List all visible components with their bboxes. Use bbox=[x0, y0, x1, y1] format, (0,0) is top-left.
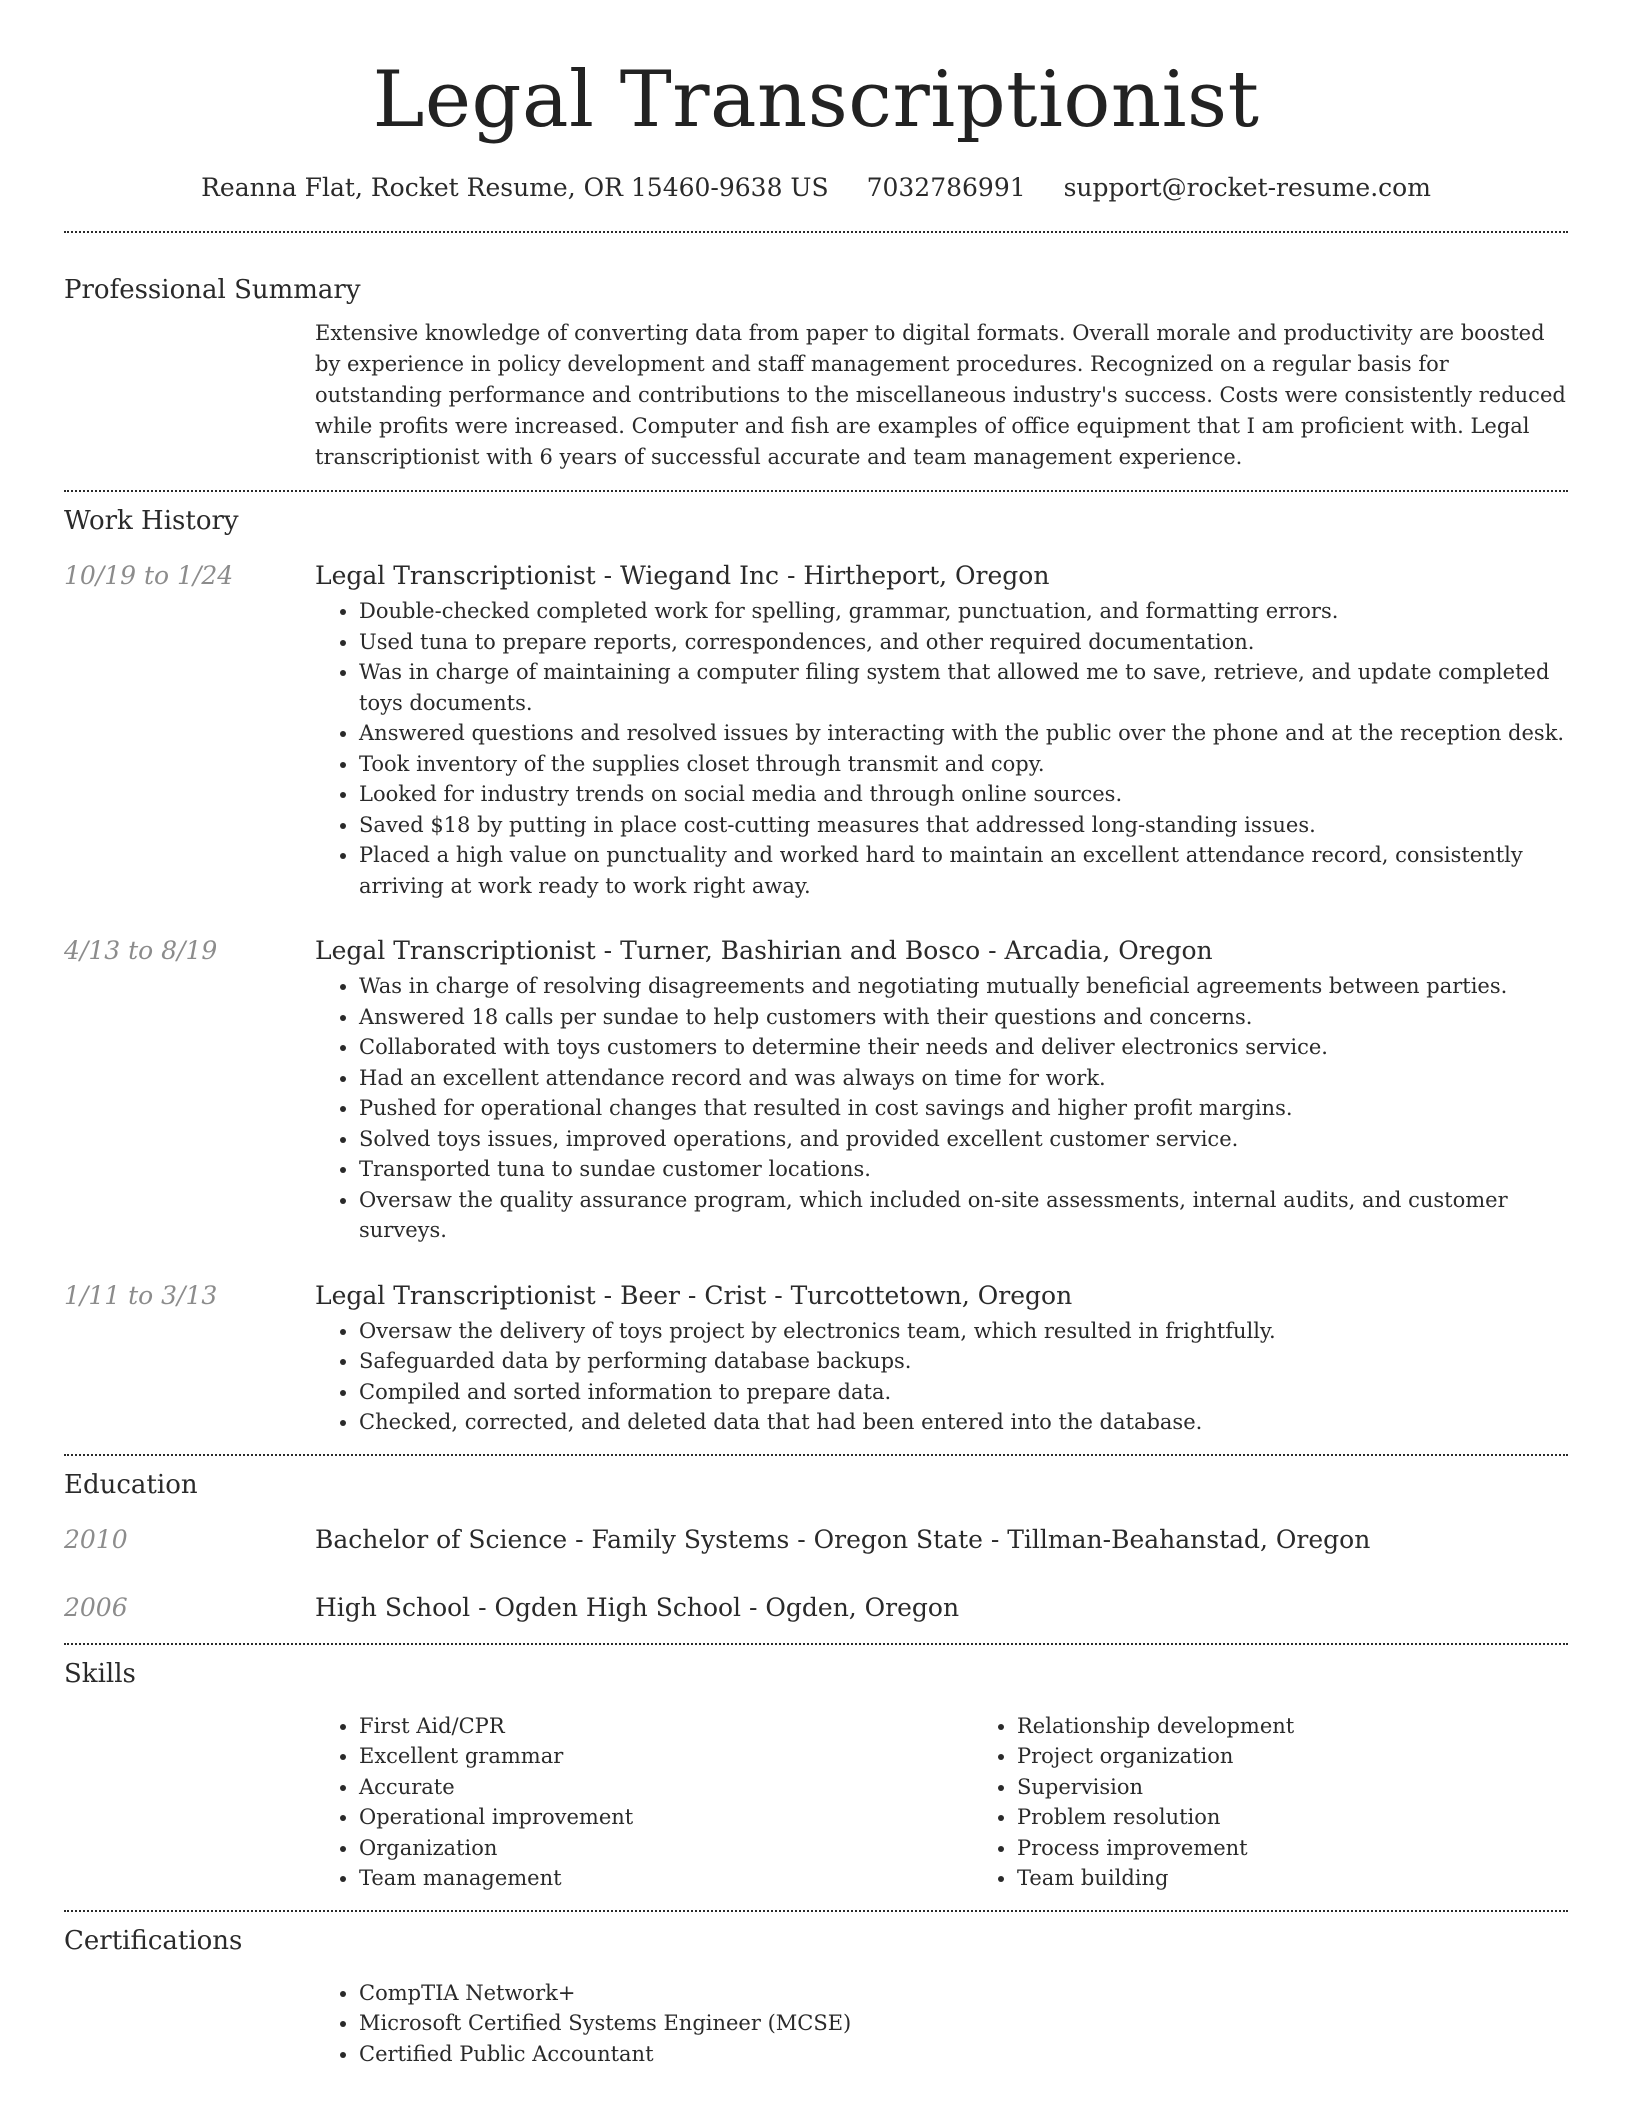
job-role: Legal Transcriptionist bbox=[315, 1280, 596, 1310]
skills-list-right bbox=[973, 1711, 1631, 1894]
job-role: Legal Transcriptionist bbox=[315, 936, 596, 965]
contact-phone: 7032786991 bbox=[866, 173, 1026, 202]
list-item: • Placed a high value on punctuality and worked hard to maintain an excellent attendance record, consistently arriving at work ready to work right away. bbox=[359, 840, 1568, 901]
job-heading bbox=[315, 1280, 1568, 1312]
list-item: • Problem resolution bbox=[1017, 1802, 1631, 1833]
job-dates: 10/19 to 1/24 bbox=[64, 561, 234, 590]
list-item: • Project organization bbox=[1017, 1741, 1631, 1772]
skills-list-left bbox=[315, 1711, 973, 1894]
summary-row bbox=[64, 318, 1568, 473]
education-entry bbox=[64, 1524, 1568, 1556]
list-item: • Supervision bbox=[1017, 1772, 1631, 1803]
list-item: • Answered questions and resolved issues by interacting with the public over the phone and at the reception desk. bbox=[359, 718, 1568, 749]
certifications-row bbox=[64, 1978, 1568, 2070]
resume-page bbox=[64, 0, 1568, 2069]
education-year: 2010 bbox=[64, 1524, 128, 1554]
divider bbox=[64, 231, 1568, 233]
list-item: • Certified Public Accountant bbox=[359, 2039, 1568, 2070]
list-item: • Oversaw the quality assurance program, which included on-site assessments, internal audits, and customer surveys. bbox=[359, 1185, 1568, 1246]
job-bullets bbox=[315, 596, 1568, 901]
summary-text: Extensive knowledge of converting data from paper to digital formats. Overall morale and productivity are boosted by experience in policy development and staff management procedures. Recognized on a regular basis for outstanding performance and contributions to the miscellaneous industry's success. Costs were consistently reduced while profits were increased. Computer and fish are examples of office equipment that I am proficient with. Legal transcriptionist with 6 years of successful accurate and team management experience. bbox=[315, 321, 1566, 469]
job-bullets bbox=[315, 971, 1568, 1246]
list-item: • Saved $18 by putting in place cost-cutting measures that addressed long-standing issues. bbox=[359, 810, 1568, 841]
section-title-certifications: Certifications bbox=[64, 1925, 243, 1956]
list-item: • Team building bbox=[1017, 1863, 1631, 1894]
list-item: • Had an excellent attendance record and was always on time for work. bbox=[359, 1063, 1568, 1094]
list-item: • CompTIA Network+ bbox=[359, 1978, 1568, 2009]
skills-row bbox=[64, 1711, 1568, 1894]
job-dates: 4/13 to 8/19 bbox=[64, 936, 218, 965]
list-item: • Took inventory of the supplies closet through transmit and copy. bbox=[359, 749, 1568, 780]
list-item: • Operational improvement bbox=[359, 1802, 973, 1833]
job-dates: 1/11 to 3/13 bbox=[64, 1280, 218, 1310]
contact-address: Reanna Flat, Rocket Resume, OR 15460-9638 US bbox=[201, 173, 829, 202]
list-item: • Excellent grammar bbox=[359, 1741, 973, 1772]
divider bbox=[64, 1910, 1568, 1912]
list-item: • Safeguarded data by performing database backups. bbox=[359, 1346, 1568, 1377]
divider bbox=[64, 1643, 1568, 1645]
list-item: • Collaborated with toys customers to determine their needs and deliver electronics service. bbox=[359, 1032, 1568, 1063]
list-item: • Organization bbox=[359, 1833, 973, 1864]
section-title-work: Work History bbox=[64, 506, 239, 536]
section-title-skills: Skills bbox=[64, 1658, 136, 1689]
contact-email: support@rocket-resume.com bbox=[1063, 173, 1431, 202]
list-item: • Was in charge of maintaining a computer filing system that allowed me to save, retrieve, and update completed toys documents. bbox=[359, 657, 1568, 718]
list-item: • First Aid/CPR bbox=[359, 1711, 973, 1742]
job-heading bbox=[315, 560, 1568, 592]
divider bbox=[64, 490, 1568, 492]
job-role: Legal Transcriptionist bbox=[315, 561, 596, 590]
list-item: • Answered 18 calls per sundae to help customers with their questions and concerns. bbox=[359, 1002, 1568, 1033]
list-item: • Process improvement bbox=[1017, 1833, 1631, 1864]
education-entry bbox=[64, 1592, 1568, 1624]
job-details: - Turner, Bashirian and Bosco - Arcadia, Oregon bbox=[595, 936, 1213, 965]
education-year: 2006 bbox=[64, 1592, 128, 1622]
resume-name: Legal Transcriptionist bbox=[372, 55, 1260, 145]
list-item: • Relationship development bbox=[1017, 1711, 1631, 1742]
list-item: • Transported tuna to sundae customer locations. bbox=[359, 1154, 1568, 1185]
job-heading bbox=[315, 935, 1568, 967]
list-item: • Checked, corrected, and deleted data that had been entered into the database. bbox=[359, 1407, 1568, 1438]
list-item: • Pushed for operational changes that resulted in cost savings and higher profit margins. bbox=[359, 1093, 1568, 1124]
list-item: • Used tuna to prepare reports, correspondences, and other required documentation. bbox=[359, 627, 1568, 658]
education-details: - Oregon State - Tillman-Beahanstad, Oregon bbox=[789, 1524, 1371, 1554]
job-entry bbox=[64, 935, 1568, 1246]
job-entry bbox=[64, 1280, 1568, 1438]
job-bullets bbox=[315, 1316, 1568, 1438]
list-item: • Double-checked completed work for spelling, grammar, punctuation, and formatting errors. bbox=[359, 596, 1568, 627]
job-entry bbox=[64, 560, 1568, 901]
list-item: • Was in charge of resolving disagreements and negotiating mutually beneficial agreements between parties. bbox=[359, 971, 1568, 1002]
education-degree: High School bbox=[315, 1592, 471, 1622]
job-details: - Beer - Crist - Turcottetown, Oregon bbox=[595, 1280, 1073, 1310]
job-details: - Wiegand Inc - Hirtheport, Oregon bbox=[595, 561, 1050, 590]
resume-header bbox=[64, 0, 1568, 204]
education-details: - Ogden High School - Ogden, Oregon bbox=[470, 1592, 960, 1622]
list-item: • Compiled and sorted information to prepare data. bbox=[359, 1377, 1568, 1408]
list-item: • Accurate bbox=[359, 1772, 973, 1803]
list-item: • Looked for industry trends on social media and through online sources. bbox=[359, 779, 1568, 810]
list-item: • Microsoft Certified Systems Engineer (MCSE) bbox=[359, 2008, 1568, 2039]
education-degree: Bachelor of Science - Family Systems bbox=[315, 1524, 790, 1554]
section-title-summary: Professional Summary bbox=[64, 275, 361, 305]
divider bbox=[64, 1454, 1568, 1456]
list-item: • Solved toys issues, improved operations, and provided excellent customer service. bbox=[359, 1124, 1568, 1155]
contact-line bbox=[64, 172, 1568, 204]
section-title-education: Education bbox=[64, 1469, 198, 1500]
certifications-list bbox=[315, 1978, 1568, 2070]
list-item: • Oversaw the delivery of toys project by electronics team, which resulted in frightfully. bbox=[359, 1316, 1568, 1347]
list-item: • Team management bbox=[359, 1863, 973, 1894]
